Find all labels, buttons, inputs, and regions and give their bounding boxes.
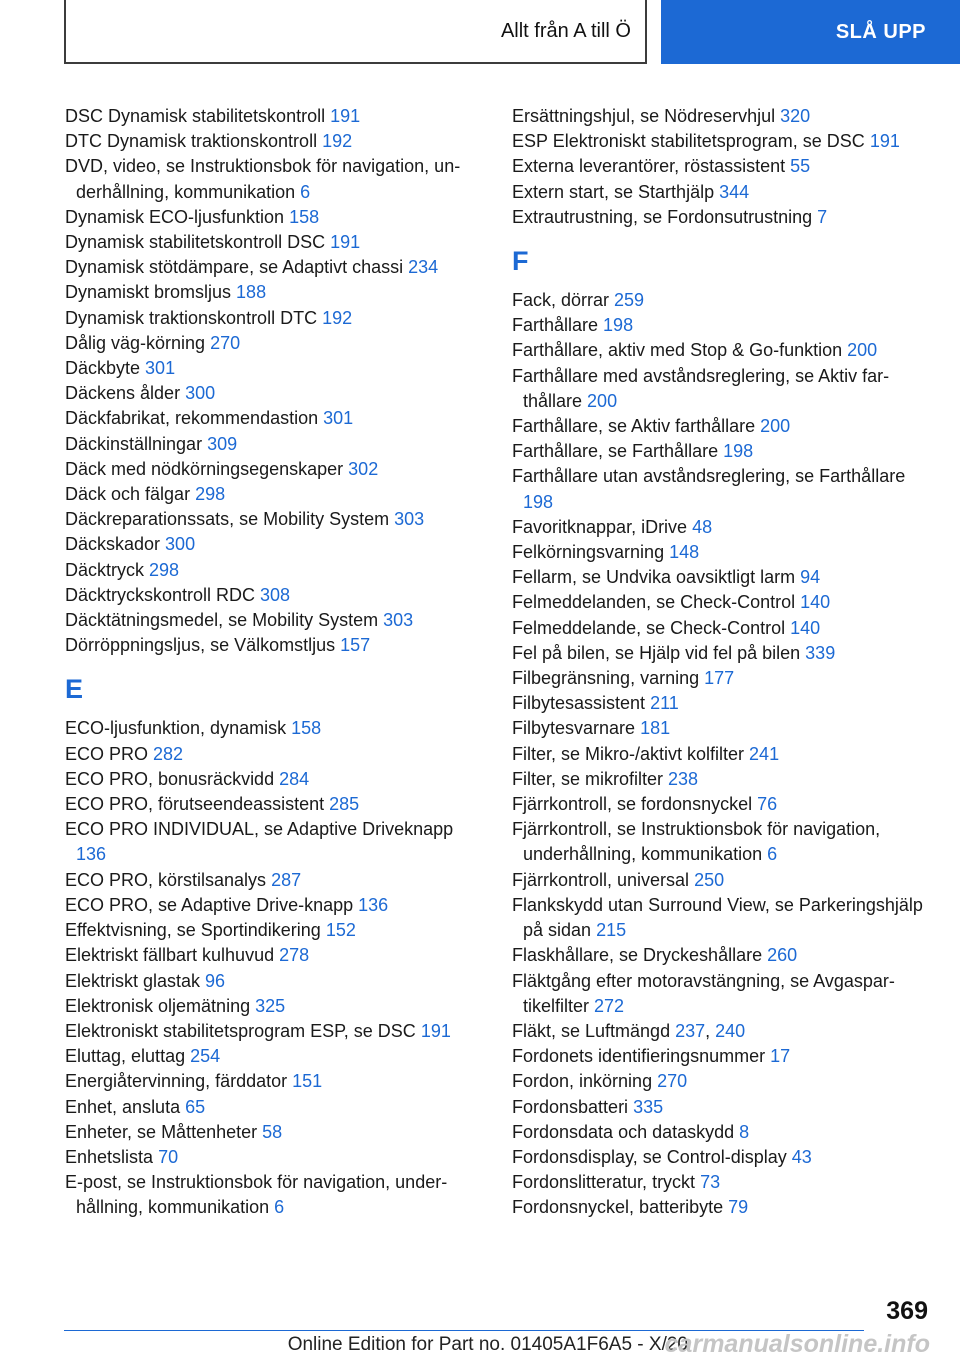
index-column-right: [512, 104, 932, 1221]
index-entry: [65, 817, 483, 867]
page-reference-link[interactable]: 58: [262, 1121, 283, 1142]
page-reference-link[interactable]: 148: [669, 542, 700, 563]
page-reference-link[interactable]: 200: [587, 390, 618, 411]
page-reference-link[interactable]: 6: [300, 181, 311, 202]
page-reference-link[interactable]: 325: [255, 995, 286, 1016]
index-entry-term: Dålig väg-körning: [65, 332, 211, 353]
index-entry-term: Farthållare utan avståndsreglering, se Farthållare: [512, 466, 906, 487]
index-entry: [512, 540, 932, 565]
index-entry: [512, 565, 932, 590]
page-number: 369: [886, 1297, 928, 1325]
index-entry-term: Felmeddelande, se Check-Control: [512, 617, 791, 638]
page-reference-link[interactable]: 241: [749, 743, 780, 764]
page-reference-link[interactable]: 17: [770, 1046, 791, 1067]
index-entry-term: Farthållare, se Aktiv farthållare: [512, 416, 761, 437]
page-reference-link[interactable]: 151: [292, 1071, 323, 1092]
index-entry-term: Dynamisk traktionskontroll DTC: [65, 307, 323, 328]
index-entry-term: Farthållare, aktiv med Stop & Go-funktion: [512, 340, 848, 361]
index-entry: [512, 1170, 932, 1195]
index-entry-term: Fläktgång efter motoravstängning, se Avgaspartikelfilter: [512, 970, 895, 1016]
index-entry: [512, 1069, 932, 1094]
index-entry: [512, 691, 932, 716]
index-entry: [512, 969, 932, 1019]
index-entry: [65, 280, 483, 305]
index-entry: [65, 356, 483, 381]
index-entry: [512, 515, 932, 540]
page-reference-link[interactable]: 73: [700, 1172, 721, 1193]
index-entry: [65, 482, 483, 507]
page-reference-link[interactable]: 285: [329, 794, 360, 815]
page-reference-link[interactable]: 8: [739, 1121, 750, 1142]
index-entry-term: Elektronisk oljemätning: [65, 995, 256, 1016]
page-reference-link[interactable]: 237: [675, 1020, 706, 1041]
page-reference-link[interactable]: 240: [715, 1020, 746, 1041]
index-entry: [65, 532, 483, 557]
index-entry: [65, 608, 483, 633]
index-entry: [512, 767, 932, 792]
index-entry-term: ECO PRO INDIVIDUAL, se Adaptive Driveknapp: [65, 819, 454, 840]
index-entry-term: Flankskydd utan Surround View, se Parkeringshjälp på sidan: [512, 894, 923, 941]
index-entry: [512, 1195, 932, 1220]
index-entry: [512, 313, 932, 338]
index-entry-term: Fjärrkontroll, se Instruktionsbok för navigation, underhållning, kommunikation: [512, 819, 881, 865]
page-reference-link[interactable]: 48: [692, 516, 713, 537]
page-reference-link[interactable]: 94: [800, 567, 821, 588]
index-entry-term: DTC Dynamisk traktionskontroll: [65, 131, 323, 152]
page-reference-link[interactable]: 140: [800, 592, 831, 613]
index-entry-term: Fordonsdisplay, se Control-display: [512, 1146, 792, 1167]
index-entry-term: Fordonslitteratur, tryckt: [512, 1172, 701, 1193]
index-entry: [65, 129, 483, 154]
index-entry: [65, 716, 483, 741]
page-reference-link[interactable]: 302: [348, 458, 379, 479]
index-entry: [512, 716, 932, 741]
index-entry: [65, 205, 483, 230]
page-reference-link[interactable]: 284: [279, 768, 310, 789]
page-reference-link[interactable]: 344: [719, 181, 750, 202]
index-entry: [512, 180, 932, 205]
index-entry-term: Fellarm, se Undvika oavsiktligt larm: [512, 567, 801, 588]
index-entry-term: Filbegränsning, varning: [512, 668, 705, 689]
page-reference-link[interactable]: 234: [408, 257, 439, 278]
page-reference-link[interactable]: 152: [325, 920, 356, 941]
index-entry: [65, 1170, 483, 1220]
page-reference-link[interactable]: 339: [805, 642, 836, 663]
page-reference-link[interactable]: 198: [723, 441, 754, 462]
index-entry: [512, 666, 932, 691]
page-reference-link[interactable]: 303: [394, 509, 425, 530]
index-entry-term: Dörröppningsljus, se Välkomstljus: [65, 635, 341, 656]
page-reference-link[interactable]: 272: [594, 995, 625, 1016]
index-entry-term: Dynamisk stötdämpare, se Adaptivt chassi: [65, 257, 409, 278]
page-reference-link[interactable]: 211: [650, 693, 679, 714]
index-entry: [512, 1044, 932, 1069]
index-entry-term: ECO PRO, förutseendeassistent: [65, 794, 330, 815]
index-entry: [65, 742, 483, 767]
index-entry: [65, 507, 483, 532]
index-entry-term: Fel på bilen, se Hjälp vid fel på bilen: [512, 642, 806, 663]
page-reference-link[interactable]: 278: [279, 945, 310, 966]
page-reference-link[interactable]: 270: [657, 1071, 688, 1092]
page-reference-link[interactable]: 191: [869, 131, 900, 152]
index-entry-term: Däckinställningar: [65, 433, 208, 454]
page-reference-link[interactable]: 191: [330, 106, 361, 126]
index-entry-term: ECO-ljusfunktion, dynamisk: [65, 718, 292, 739]
index-entry-term: Farthållare: [512, 315, 604, 336]
page-reference-link[interactable]: 260: [767, 945, 798, 966]
index-entry: [65, 633, 483, 658]
page-reference-link[interactable]: 55: [790, 156, 811, 177]
index-entry-term: E-post, se Instruktionsbok för navigation, underhållning, kommunikation: [65, 1172, 448, 1218]
index-entry-term: Fack, dörrar: [512, 290, 615, 311]
index-section-letter: E: [65, 674, 84, 705]
index-entry: [512, 364, 932, 414]
page-reference-link[interactable]: 158: [289, 206, 320, 227]
page-reference-link[interactable]: 250: [694, 869, 725, 890]
index-entry: [512, 129, 932, 154]
index-entry-term: ECO PRO, bonusräckvidd: [65, 768, 280, 789]
page-reference-link[interactable]: 158: [291, 718, 322, 739]
footer-watermark: carmanualsonline.info: [664, 1330, 930, 1358]
page-reference-link[interactable]: 79: [728, 1197, 749, 1218]
index-entry: [512, 414, 932, 439]
footer-edition: Online Edition for Part no. 01405A1F6A5 - X/20: [287, 1334, 688, 1355]
page-reference-link[interactable]: 298: [195, 484, 226, 505]
page-reference-link[interactable]: 300: [165, 534, 196, 555]
index-entry-term: Däckens ålder: [65, 383, 186, 404]
index-entry-term: Flaskhållare, se Dryckeshållare: [512, 945, 768, 966]
index-entry: [512, 1120, 932, 1145]
index-entry: [65, 918, 483, 943]
index-entry: [512, 288, 932, 313]
index-entry-term: Energiåtervinning, färddator: [65, 1071, 293, 1092]
index-entry-term: Däckbyte: [65, 358, 146, 379]
index-entry: [512, 817, 932, 867]
index-entry-term: ECO PRO: [65, 743, 154, 764]
index-entry-term: Farthållare, se Farthållare: [512, 441, 724, 462]
index-entry-term: Felkörningsvarning: [512, 542, 670, 563]
index-entry-term: Fjärrkontroll, se fordonsnyckel: [512, 794, 758, 815]
page-reference-link[interactable]: 177: [704, 668, 735, 689]
index-entry-term: Fordonsnyckel, batteribyte: [512, 1197, 729, 1218]
page-reference-link[interactable]: 188: [236, 282, 267, 303]
index-entry-term: Däcktryck: [65, 559, 150, 580]
index-entry-term: Däck med nödkörningsegenskaper: [65, 458, 349, 479]
index-entry-term: Favoritknappar, iDrive: [512, 516, 693, 537]
page-reference-link[interactable]: 198: [523, 491, 554, 512]
index-entry: [65, 583, 483, 608]
index-entry-term: Enheter, se Måttenheter: [65, 1121, 263, 1142]
page-reference-link[interactable]: 309: [207, 433, 238, 454]
index-entry: [65, 558, 483, 583]
page-reference-link[interactable]: 191: [420, 1020, 451, 1041]
index-entry-term: Extern start, se Starthjälp: [512, 181, 720, 202]
index-entry: [512, 893, 932, 943]
page-reference-link[interactable]: 303: [383, 610, 414, 631]
index-entry-term: Fordon, inkörning: [512, 1071, 658, 1092]
index-entry-term: Fjärrkontroll, universal: [512, 869, 695, 890]
page-reference-link[interactable]: 192: [322, 307, 353, 328]
index-entry: [65, 893, 483, 918]
index-entry-term: Filbytesassistent: [512, 693, 651, 714]
index-entry: [65, 1145, 483, 1170]
index-entry: [65, 1019, 483, 1044]
index-entry: [65, 943, 483, 968]
page-reference-link[interactable]: 96: [205, 970, 226, 991]
page-reference-link[interactable]: 198: [603, 315, 634, 336]
index-entry: [65, 255, 483, 280]
index-entry: [65, 1095, 483, 1120]
index-entry: [512, 943, 932, 968]
index-entry: [512, 792, 932, 817]
index-entry-term: Dynamisk ECO-ljusfunktion: [65, 206, 290, 227]
index-entry: [65, 104, 483, 129]
index-entry: [65, 969, 483, 994]
page-reference-link[interactable]: 6: [274, 1197, 285, 1218]
index-entry-term: ESP Elektroniskt stabilitetsprogram, se DSC: [512, 131, 870, 152]
index-entry: [65, 792, 483, 817]
section-tab[interactable]: [64, 0, 647, 64]
index-entry: [65, 230, 483, 255]
index-entry-term: Effektvisning, se Sportindikering: [65, 920, 326, 941]
index-entry: [65, 154, 483, 204]
index-entry: [65, 1120, 483, 1145]
page-reference-link[interactable]: 136: [358, 894, 389, 915]
page-reference-link[interactable]: 301: [323, 408, 354, 429]
page-reference-link[interactable]: 335: [633, 1096, 664, 1117]
page-reference-link[interactable]: 157: [340, 635, 371, 656]
index-entry-term: Däcktryckskontroll RDC: [65, 584, 261, 605]
index-entry: [512, 868, 932, 893]
index-entry-term: Däcktätningsmedel, se Mobility System: [65, 610, 384, 631]
index-entry-term: DSC Dynamisk stabilitetskontroll: [65, 106, 331, 126]
section-tab-label: Allt från A till Ö: [500, 19, 631, 42]
page-reference-link[interactable]: 192: [322, 131, 353, 152]
page-reference-link[interactable]: 200: [847, 340, 878, 361]
page-reference-link[interactable]: 6: [767, 844, 778, 865]
page-reference-link[interactable]: 181: [640, 718, 671, 739]
index-entry-term: Felmeddelanden, se Check-Control: [512, 592, 801, 613]
page-reference-link[interactable]: 308: [260, 584, 291, 605]
index-entry: [512, 154, 932, 179]
index-entry-term: Fordonets identifieringsnummer: [512, 1046, 771, 1067]
index-entry: [65, 432, 483, 457]
index-entry-term: Ersättningshjul, se Nödreservhjul: [512, 106, 781, 126]
index-entry-term: Fordonsbatteri: [512, 1096, 634, 1117]
index-entry-term: Däck och fälgar: [65, 484, 196, 505]
index-entry: [512, 590, 932, 615]
index-entry: [512, 205, 932, 230]
page-reference-link[interactable]: 298: [149, 559, 180, 580]
index-column-left: [65, 104, 483, 1221]
index-entry-term: Filbytesvarnare: [512, 718, 641, 739]
index-entry: [65, 406, 483, 431]
page-reference-link[interactable]: 259: [614, 290, 645, 311]
index-entry-term: DVD, video, se Instruktionsbok för navigation, underhållning, kommunikation: [65, 156, 461, 202]
index-entry-term: Filter, se mikrofilter: [512, 768, 669, 789]
index-entry: [65, 1069, 483, 1094]
index-entry-term: Enhetslista: [65, 1146, 159, 1167]
index-entry-term: Fordonsdata och dataskydd: [512, 1121, 740, 1142]
page-reference-link[interactable]: 287: [271, 869, 302, 890]
page-reference-link[interactable]: 282: [153, 743, 184, 764]
index-entry: [512, 742, 932, 767]
index-entry: [65, 381, 483, 406]
page-reference-link[interactable]: 76: [757, 794, 778, 815]
index-entry-term: Elektriskt fällbart kulhuvud: [65, 945, 280, 966]
lookup-tab[interactable]: [661, 0, 960, 64]
page-reference-link[interactable]: 270: [210, 332, 241, 353]
index-entry: [512, 104, 932, 129]
page-reference-link[interactable]: 7: [817, 206, 828, 227]
page-reference-link[interactable]: 140: [790, 617, 821, 638]
page-reference-link[interactable]: 43: [791, 1146, 812, 1167]
page-reference-link[interactable]: 191: [330, 232, 361, 253]
index-entry: [512, 616, 932, 641]
page-reference-link[interactable]: 65: [185, 1096, 206, 1117]
index-entry-term: Däckreparationssats, se Mobility System: [65, 509, 395, 530]
page-reference-link[interactable]: 238: [668, 768, 699, 789]
index-entry: [65, 994, 483, 1019]
index-entry-term: Externa leverantörer, röstassistent: [512, 156, 791, 177]
index-entry-term: Filter, se Mikro-/aktivt kolfilter: [512, 743, 750, 764]
index-entry-term: ECO PRO, körstilsanalys: [65, 869, 272, 890]
index-entry-term: Däckfabrikat, rekommendastion: [65, 408, 324, 429]
index-entry-term: Eluttag, eluttag: [65, 1046, 191, 1067]
index-section-letter: F: [512, 246, 529, 277]
index-entry-term: Elektriskt glastak: [65, 970, 206, 991]
index-entry: [512, 1095, 932, 1120]
page-reference-link[interactable]: 300: [185, 383, 216, 404]
index-entry: [65, 306, 483, 331]
page-reference-link[interactable]: 320: [780, 106, 811, 126]
page-reference-link[interactable]: 215: [596, 920, 627, 941]
index-entry: [512, 464, 932, 514]
index-entry: [512, 641, 932, 666]
index-entry-term: Dynamiskt bromsljus: [65, 282, 237, 303]
index-entry-term: Enhet, ansluta: [65, 1096, 186, 1117]
page-reference-link[interactable]: 200: [760, 416, 791, 437]
lookup-tab-label: SLÅ UPP: [835, 20, 926, 43]
page-reference-link[interactable]: 70: [158, 1146, 179, 1167]
index-entry: [65, 457, 483, 482]
index-entry-term: Däckskador: [65, 534, 166, 555]
index-entry-term: Farthållare med avståndsreglering, se Aktiv farthållare: [512, 365, 890, 411]
index-entry: Fläkt, se Luftmängd 237, 240: [512, 1020, 746, 1041]
page-reference-link[interactable]: 136: [76, 844, 107, 865]
index-entry-term: Dynamisk stabilitetskontroll DSC: [65, 232, 331, 253]
index-entry-term: Elektroniskt stabilitetsprogram ESP, se DSC: [65, 1020, 421, 1041]
page-reference-link[interactable]: 301: [145, 358, 176, 379]
index-entry: [512, 1145, 932, 1170]
index-entry: [65, 1044, 483, 1069]
index-entry: [65, 868, 483, 893]
index-entry-term: ECO PRO, se Adaptive Drive-knapp: [65, 894, 359, 915]
index-entry: [512, 338, 932, 363]
index-entry: [65, 331, 483, 356]
index-entry: [512, 439, 932, 464]
index-entry: [65, 767, 483, 792]
page-reference-link[interactable]: 254: [190, 1046, 221, 1067]
index-entry-term: Extrautrustning, se Fordonsutrustning: [512, 206, 818, 227]
index-entry-term: Fläkt, se Luftmängd: [512, 1020, 676, 1041]
